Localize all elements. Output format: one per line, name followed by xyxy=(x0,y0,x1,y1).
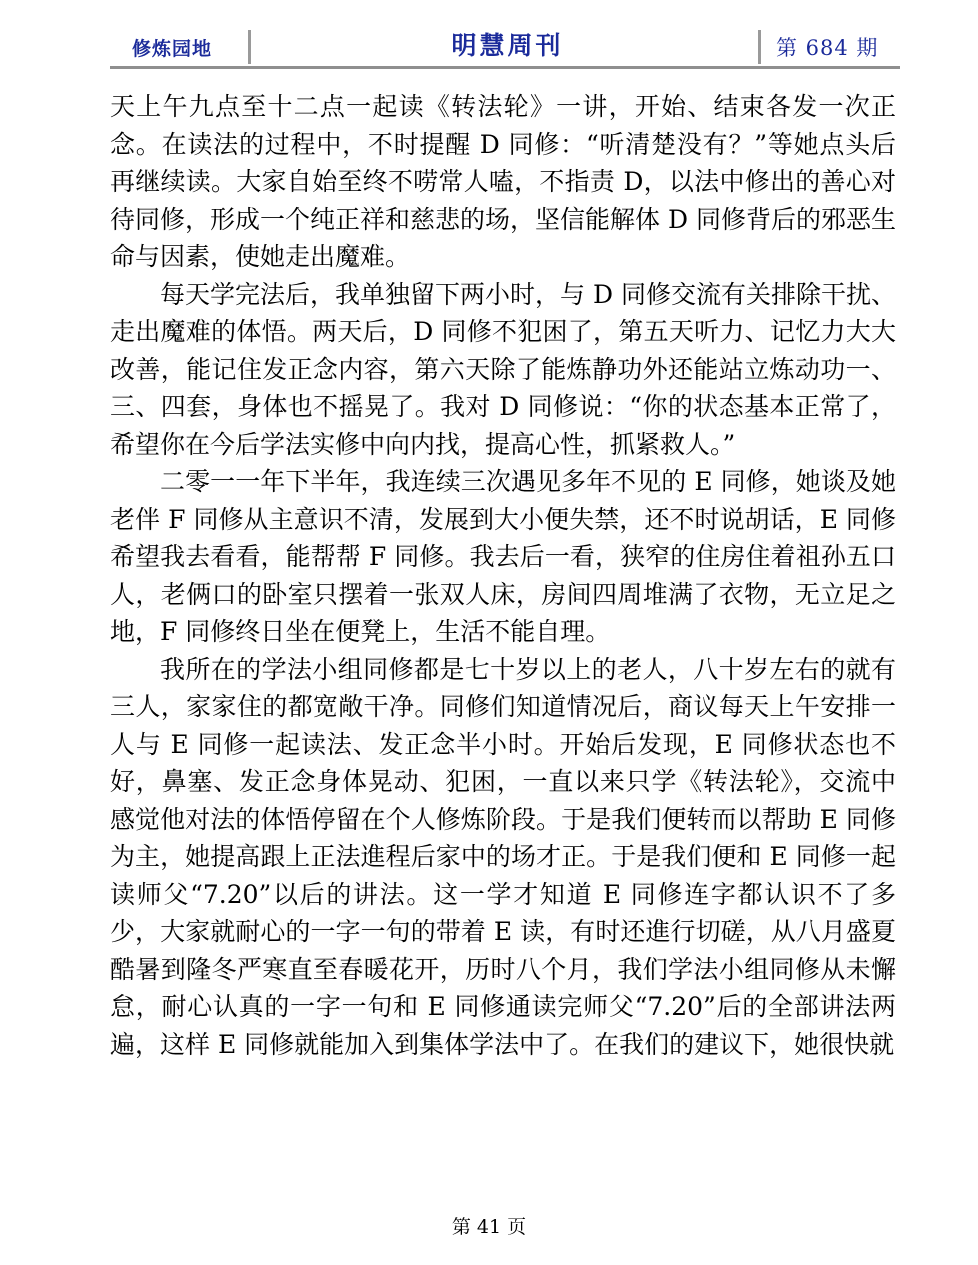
paragraph-3: 二零一一年下半年，我连续三次遇见多年不见的 E 同修，她谈及她老伴 F 同修从主意识不清，发展到大小便失禁，还不时说胡话，E 同修希望我去看看，能帮帮 F 同修。我去后一看，狭窄的住房住着祖孙五口人，老俩口的卧室只摆着一张双人床，房间四周堆满了衣物，无立足之地，F 同修终日坐在便凳上，生活不能自理。 xyxy=(110,467,896,646)
header-divider-right xyxy=(758,30,761,64)
paragraph-4: 我所在的学法小组同修都是七十岁以上的老人，八十岁左右的就有三人，家家住的都宽敞干净。同修们知道情况后，商议每天上午安排一人与 E 同修一起读法、发正念半小时。开始后发现，E 同修状态也不好，鼻塞、发正念身体晃动、犯困，一直以来只学《转法轮》，交流中感觉他对法的体悟停留在个人修炼阶段。于是我们便转而以帮助 E 同修为主，她提高跟上正法進程后家中的场才正。于是我们便和 E 同修一起读师父“7.20”以后的讲法。这一学才知道 E 同修连字都认识不了多少，大家就耐心的一字一句的带着 E 读，有时还進行切磋，从八月盛夏酷暑到隆冬严寒直至春暖花开，历时八个月，我们学法小组同修从未懈怠，耐心认真的一字一句和 E 同修通读完师父“7.20”后的全部讲法两遍，这样 E 同修就能加入到集体学法中了。在我们的建议下，她很快就 xyxy=(110,654,896,1059)
header-rule xyxy=(110,66,900,69)
section-name: 修炼园地 xyxy=(132,38,213,60)
header-divider-left xyxy=(248,30,251,64)
page-footer xyxy=(0,1212,978,1239)
article-body xyxy=(110,88,896,1063)
issue-number: 第 684 期 xyxy=(776,36,879,60)
paragraph-2: 每天学完法后，我单独留下两小时，与 D 同修交流有关排除干扰、走出魔难的体悟。两天后，D 同修不犯困了，第五天听力、记忆力大大改善，能记住发正念内容，第六天除了能炼静功外还能站立炼动功一、三、四套，身体也不摇晃了。我对 D 同修说：“你的状态基本正常了，希望你在今后学法实修中向内找，提高心性，抓紧救人。” xyxy=(110,279,896,459)
page-header xyxy=(110,24,900,68)
page-number: 第 41 页 xyxy=(451,1216,527,1238)
publication-title: 明慧周刊 xyxy=(451,31,564,60)
paragraph-1: 天上午九点至十二点一起读《转法轮》一讲，开始、结束各发一次正念。在读法的过程中，不时提醒 D 同修：“听清楚没有？”等她点头后再继续读。大家自始至终不唠常人嗑，不指责 D，以法中修出的善心对待同修，形成一个纯正祥和慈悲的场，坚信能解体 D 同修背后的邪恶生命与因素，使她走出魔难。 xyxy=(110,92,896,271)
